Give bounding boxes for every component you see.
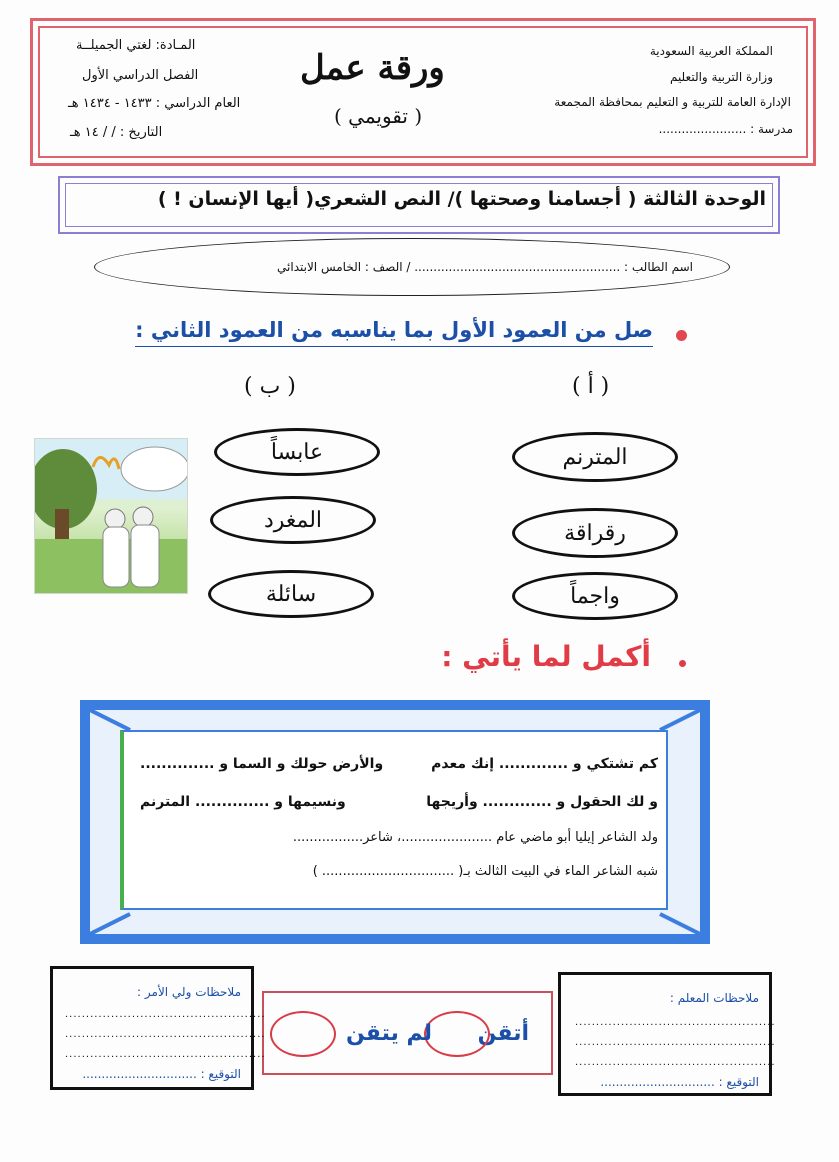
header-semester: الفصل الدراسي الأول	[82, 68, 199, 83]
bullet-icon	[679, 660, 686, 667]
question1-title: صل من العمود الأول بما يناسبه من العمود الثاني :	[135, 318, 653, 347]
illustration-children-tree	[34, 438, 188, 594]
teacher-notes-line: ................................................	[575, 1037, 776, 1048]
col-a-item[interactable]: رقراقة	[512, 508, 678, 558]
not-mastered-label: لم يتقن	[346, 1021, 433, 1046]
parent-notes-box	[50, 966, 266, 1090]
header-directorate: الإدارة العامة للتربية و التعليم بمحافظة المجمعة	[554, 95, 791, 109]
col-b-item[interactable]: عابساً	[214, 428, 380, 476]
unit-banner-text: الوحدة الثالثة ( أجسامنا وصحتها )/ النص الشعري( أيها الإنسان ! )	[157, 188, 766, 210]
completion-content	[120, 730, 668, 910]
teacher-notes-label: ملاحظات المعلم :	[669, 991, 759, 1005]
header-school: مدرسة : .......................	[658, 122, 793, 136]
worksheet-title: ورقة عمل	[300, 48, 445, 88]
mastered-oval[interactable]	[424, 1011, 490, 1057]
fill-line-3: ولد الشاعر إيليا أبو ماضي عام ......................، شاعر.................	[292, 830, 658, 845]
parent-notes-line: ................................................	[65, 1009, 266, 1020]
fill-line-2-right: و لك الحقول و ............. وأريجها	[426, 794, 658, 810]
col-a-item[interactable]: المترنم	[512, 432, 678, 482]
not-mastered-oval[interactable]	[270, 1011, 336, 1057]
unit-banner	[58, 176, 780, 234]
fill-line-4: شبه الشاعر الماء في البيت الثالث بـ( ................................ )	[312, 864, 658, 879]
parent-notes-line: ................................................	[65, 1049, 266, 1060]
parent-notes-line: ................................................	[65, 1029, 266, 1040]
fill-line-1-left: والأرض حولك و السما و ..............	[140, 756, 384, 772]
bullet-icon	[676, 330, 687, 341]
header-ministry: وزارة التربية والتعليم	[669, 70, 773, 84]
parent-signature: التوقيع : ..............................	[82, 1067, 241, 1081]
col-b-item[interactable]: سائلة	[208, 570, 374, 618]
question2-title: أكمل لما يأتي :	[441, 640, 651, 673]
column-b-label: ( ب )	[244, 374, 296, 399]
student-info-oval	[94, 238, 730, 296]
column-a-label: ( أ )	[572, 374, 610, 399]
header-date: التاريخ : / / ١٤ هـ	[70, 125, 163, 140]
fill-line-2-left: ونسيمها و .............. المترنم	[140, 794, 346, 810]
illustration-children-tree-icon	[35, 439, 188, 594]
teacher-notes-box	[558, 972, 776, 1096]
mastered-label: أتقن	[477, 1021, 529, 1046]
parent-notes-label: ملاحظات ولي الأمر :	[137, 985, 241, 999]
col-b-item[interactable]: المغرد	[210, 496, 376, 544]
header-year: العام الدراسي : ١٤٣٣ - ١٤٣٤ هـ	[68, 96, 241, 111]
header-country: المملكة العربية السعودية	[649, 44, 773, 58]
teacher-notes-line: ................................................	[575, 1057, 776, 1068]
evaluation-box	[262, 991, 553, 1075]
completion-frame	[80, 700, 710, 944]
teacher-notes-line: ................................................	[575, 1017, 776, 1028]
fill-line-1-right: كم تشتكي و ............. إنك معدم	[431, 756, 658, 772]
header-subject: المـادة: لغتي الجميلــة	[76, 38, 196, 53]
teacher-signature: التوقيع : ..............................	[600, 1075, 759, 1089]
col-a-item[interactable]: واجماً	[512, 572, 678, 620]
student-info-text: اسم الطالب : ...................................................... / الصف : الخامس الابتدائي	[277, 260, 693, 274]
worksheet-subtitle: ( تقويمي )	[334, 104, 423, 128]
